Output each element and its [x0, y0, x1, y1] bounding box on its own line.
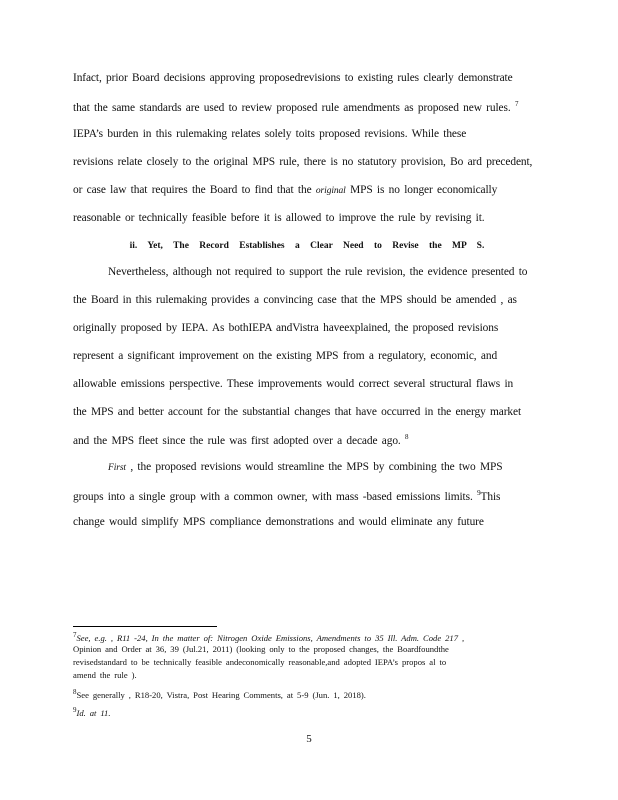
- paragraph-2-line-2: the Board in this rulemaking provides a convincing case that the MPS should be amended , as: [73, 294, 517, 306]
- paragraph-2-line-5: allowable emissions perspective. These improvements would correct several structural flaws in: [73, 378, 514, 390]
- italic-first: First: [108, 463, 126, 473]
- footnote-7-line-2: Opinion and Order at 36, 39 (Jul.21, 2011) (looking only to the proposed changes, the Boardfoundthe: [73, 644, 449, 654]
- footnote-ref-7: 7: [514, 100, 519, 108]
- footnote-7-line-4: amend the rule ).: [73, 670, 137, 680]
- paragraph-2-line-7: [73, 433, 541, 447]
- footnote-7-text-1: See, e.g. , R11 -24, In the matter of: Nitrogen Oxide Emissions, Amendments to 35 Ill. Adm. Code 217 ,: [76, 632, 465, 643]
- paragraph-2-line-7-text: and the MPS fleet since the rule was first adopted over a decade ago.: [73, 434, 401, 447]
- paragraph-1-line-4: revisions relate closely to the original MPS rule, there is no statutory provision, Bo ard precedent,: [73, 156, 533, 168]
- page-number: 5: [306, 733, 312, 745]
- paragraph-3-line-1: [108, 461, 541, 473]
- footnote-8: [73, 688, 543, 700]
- section-heading: ii. Yet, The Record Establishes a Clear Need to Revise the MP S.: [129, 241, 485, 251]
- footnote-8-mark: 8: [73, 688, 77, 696]
- paragraph-1-line-5-tail: MPS is no longer economically: [345, 184, 498, 196]
- paragraph-1-line-2: [73, 100, 541, 114]
- paragraph-3-line-2: [73, 489, 541, 503]
- footnote-7-mark: 7: [73, 631, 77, 639]
- paragraph-1-line-6: reasonable or technically feasible before it is allowed to improve the rule by revising it.: [73, 212, 485, 224]
- footnote-9: [73, 706, 543, 718]
- paragraph-2-line-3: originally proposed by IEPA. As bothIEPA andVistra haveexplained, the proposed revisions: [73, 322, 499, 334]
- italic-original: original: [315, 186, 346, 196]
- footnote-9-text: Id. at 11.: [76, 707, 111, 718]
- footnote-ref-8: 8: [405, 433, 409, 441]
- paragraph-1-line-1: Infact, prior Board decisions approving proposedrevisions to existing rules clearly demonstrate: [73, 72, 513, 84]
- paragraph-2-line-1: Nevertheless, although not required to support the rule revision, the evidence presented to: [108, 266, 528, 278]
- paragraph-3-line-2-tail: This: [480, 490, 501, 503]
- paragraph-1-line-5-text: or case law that requires the Board to find that the: [73, 184, 312, 196]
- footnote-separator: [73, 626, 217, 627]
- footnote-9-mark: 9: [73, 706, 77, 714]
- paragraph-3-line-1-text: , the proposed revisions would streamline the MPS by combining the two MPS: [125, 461, 503, 473]
- footnote-ref-9: 9: [477, 489, 481, 497]
- paragraph-3-line-2-text: groups into a single group with a common owner, with mass -based emissions limits.: [73, 490, 473, 503]
- paragraph-1-line-2-text: that the same standards are used to review proposed rule amendments as proposed new rules.: [73, 101, 511, 114]
- footnote-7-line-1: [73, 631, 543, 643]
- paragraph-2-line-4: represent a significant improvement on the existing MPS from a regulatory, economic, and: [73, 350, 498, 362]
- footnote-8-text: See generally , R18-20, Vistra, Post Hearing Comments, at 5-9 (Jun. 1, 2018).: [76, 689, 366, 700]
- paragraph-2-line-6: the MPS and better account for the substantial changes that have occurred in the energy market: [73, 406, 522, 418]
- paragraph-3-line-3: change would simplify MPS compliance demonstrations and would eliminate any future: [73, 516, 484, 528]
- footnote-7-line-3: revisedstandard to be technically feasible andeconomically reasonable,and adopted IEPA’s propos al to: [73, 657, 447, 667]
- paragraph-1-line-5: [73, 184, 541, 196]
- paragraph-1-line-3: IEPA’s burden in this rulemaking relates solely toits proposed revisions. While these: [73, 128, 467, 140]
